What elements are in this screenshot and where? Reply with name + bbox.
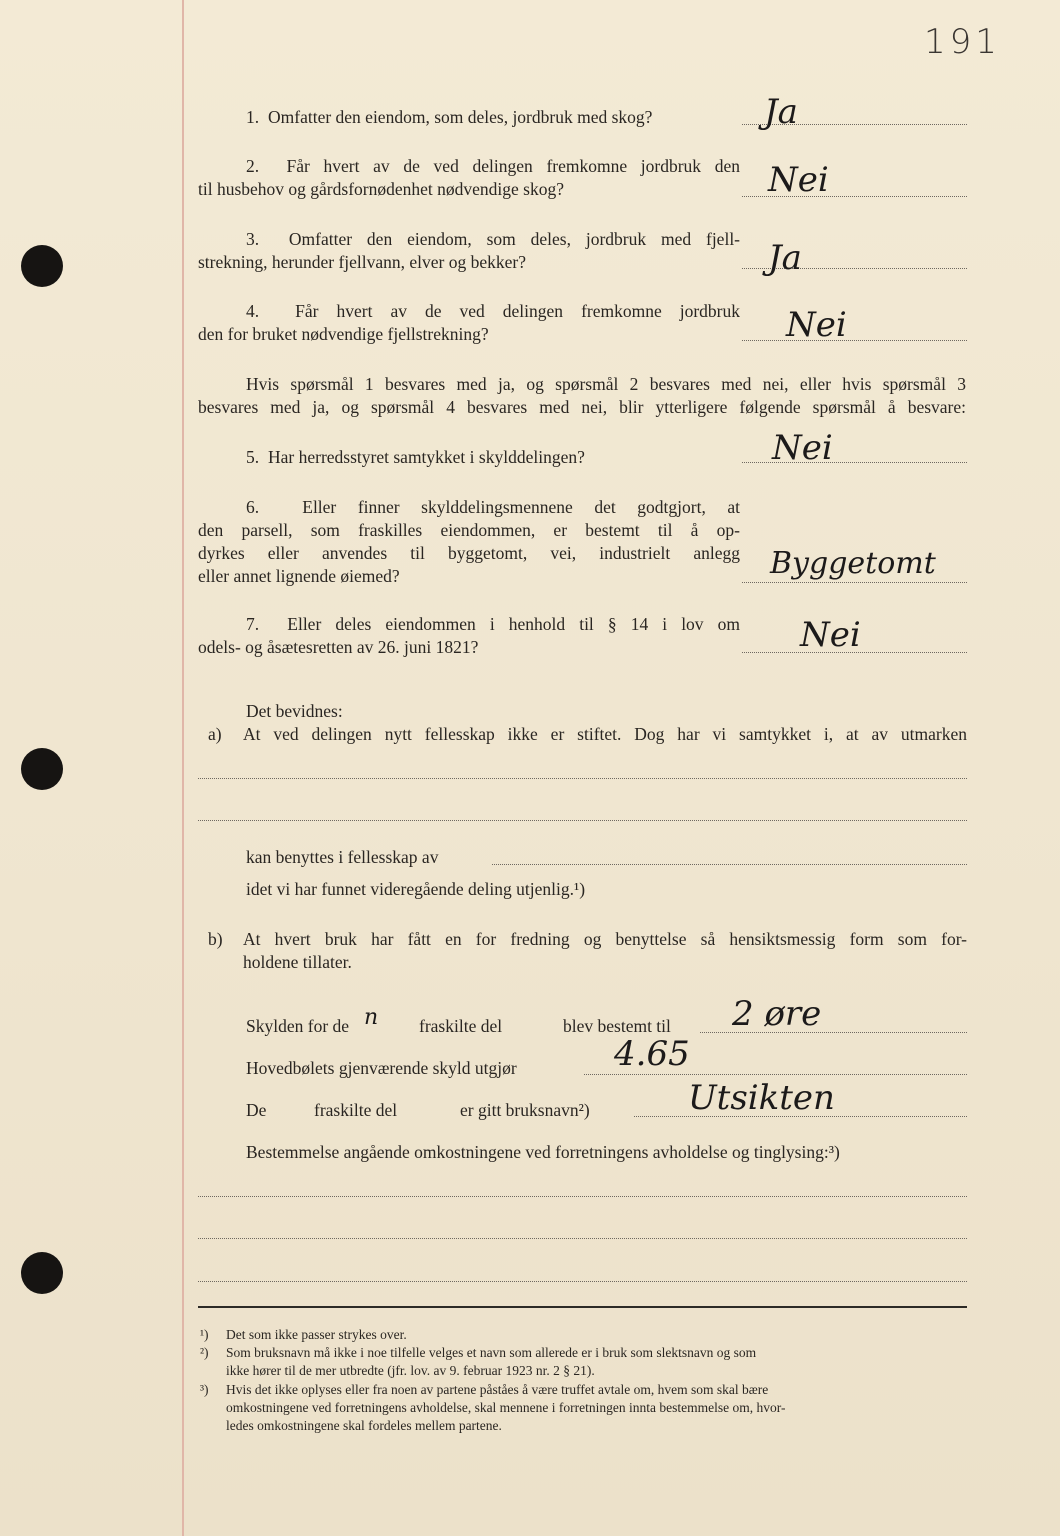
skyld-label: Hovedbølets gjenværende skyld utgjør bbox=[246, 1058, 517, 1078]
answer-handwritten: Nei bbox=[768, 160, 829, 200]
question-line: den for bruket nødvendige fjellstrekning? bbox=[198, 324, 489, 344]
punch-hole bbox=[21, 748, 63, 790]
footnote-mark: ³) bbox=[200, 1382, 209, 1397]
answer-handwritten: Nei bbox=[772, 428, 833, 468]
item-a-text bbox=[243, 723, 967, 746]
skyld-label: fraskilte del bbox=[419, 1016, 503, 1036]
question-line: Får hvert av de ved delingen fremkomne jordbruk bbox=[295, 301, 741, 321]
item-a-line3: idet vi har funnet videregående deling utjenlig.¹) bbox=[246, 879, 586, 899]
footnote-mark: ²) bbox=[200, 1345, 209, 1360]
answer-handwritten: Nei bbox=[786, 305, 847, 345]
skyld-label: er gitt bruksnavn²) bbox=[460, 1100, 590, 1120]
question-number: 5. bbox=[246, 447, 260, 467]
item-label-b: b) bbox=[208, 929, 223, 949]
question-text bbox=[246, 300, 740, 323]
fill-line bbox=[198, 1281, 967, 1282]
question-number: 3. bbox=[246, 229, 260, 249]
question-line: eller annet lignende øiemed? bbox=[198, 566, 400, 586]
question-text bbox=[246, 155, 740, 178]
skyld-label: De bbox=[246, 1100, 267, 1120]
item-b-text bbox=[243, 928, 967, 951]
skyld-value-handwritten: 2 øre bbox=[732, 994, 822, 1034]
item-a-line2: kan benyttes i fellesskap av bbox=[246, 847, 439, 867]
question-text bbox=[246, 228, 740, 251]
fill-line bbox=[198, 778, 967, 779]
answer-handwritten: Byggetomt bbox=[770, 546, 936, 581]
skyld-label: Skylden for de bbox=[246, 1016, 350, 1036]
question-number: 7. bbox=[246, 614, 260, 634]
question-number: 1. bbox=[246, 107, 260, 127]
question-line: Eller finner skylddelingsmennene det godtgjort, at bbox=[302, 497, 741, 517]
fill-line bbox=[198, 1196, 967, 1197]
footnote-line: Hvis det ikke oplyses eller fra noen av partene påståes å være truffet avtale om, hvem som skal bære bbox=[226, 1382, 769, 1397]
question-text bbox=[246, 613, 740, 636]
footnote-line: omkostningene ved forretningens avholdelse, skal mennene i forretningen innta bestemmelse om, hvor- bbox=[226, 1400, 786, 1415]
question-line: Eller deles eiendommen i henhold til § 14 i lov om bbox=[287, 614, 740, 634]
question-line: odels- og åsætesretten av 26. juni 1821? bbox=[198, 637, 479, 657]
item-label-a: a) bbox=[208, 724, 222, 744]
punch-hole bbox=[21, 245, 63, 287]
item-b-line: holdene tillater. bbox=[243, 952, 352, 972]
item-a-line: At ved delingen nytt fellesskap ikke er stiftet. Dog har vi samtykket i, at av utmarken bbox=[243, 724, 967, 744]
answer-line bbox=[742, 582, 967, 583]
punch-hole bbox=[21, 1252, 63, 1294]
question-number: 6. bbox=[246, 497, 260, 517]
fill-line bbox=[584, 1074, 967, 1075]
question-text: Omfatter den eiendom, som deles, jordbruk med skog? bbox=[268, 107, 653, 127]
condition-line: besvares med ja, og spørsmål 4 besvares med nei, blir ytterligere følgende spørsmål å besvare: bbox=[198, 397, 966, 417]
footnote-line: Som bruksnavn må ikke i noe tilfelle velges et navn som allerede er i bruk som slektsnavn og som bbox=[226, 1345, 757, 1360]
footnote-separator bbox=[198, 1306, 967, 1308]
question-number: 2. bbox=[246, 156, 260, 176]
footnote-line: ikke hører til de mer utbredte (jfr. lov. av 9. februar 1923 nr. 2 § 21). bbox=[226, 1363, 595, 1378]
margin-rule bbox=[182, 0, 184, 1536]
answer-line bbox=[742, 340, 967, 341]
bruksnavn-handwritten: Utsikten bbox=[688, 1078, 835, 1118]
fill-line bbox=[198, 1238, 967, 1239]
question-text bbox=[246, 496, 740, 519]
footnote-mark: ¹) bbox=[200, 1327, 209, 1342]
answer-handwritten: Nei bbox=[800, 615, 861, 655]
question-line: Omfatter den eiendom, som deles, jordbruk med fjell- bbox=[288, 229, 741, 249]
question-text bbox=[198, 542, 740, 565]
question-line: strekning, herunder fjellvann, elver og bekker? bbox=[198, 252, 526, 272]
answer-handwritten: Ja bbox=[764, 92, 798, 132]
question-line: Får hvert av de ved delingen fremkomne jordbruk den bbox=[286, 156, 741, 176]
bestemmelse-text: Bestemmelse angående omkostningene ved forretningens avholdelse og tinglysing:³) bbox=[246, 1142, 840, 1162]
skyld-label: fraskilte del bbox=[314, 1100, 398, 1120]
footnote-line: ledes omkostningene skal fordeles mellem partene. bbox=[226, 1418, 502, 1433]
fill-line bbox=[198, 820, 967, 821]
fill-line bbox=[492, 864, 967, 865]
condition-line: Hvis spørsmål 1 besvares med ja, og spørsmål 2 besvares med nei, eller hvis spørsmål 3 bbox=[246, 374, 966, 394]
question-line: den parsell, som fraskilles eiendommen, er bestemt til å op- bbox=[198, 520, 740, 540]
bevidnes-title: Det bevidnes: bbox=[246, 701, 343, 721]
item-b-line: At hvert bruk har fått en for fredning og benyttelse så hensiktsmessig form som for- bbox=[243, 929, 967, 949]
question-line: dyrkes eller anvendes til byggetomt, vei, industrielt anlegg bbox=[198, 543, 740, 563]
skyld-label: blev bestemt til bbox=[563, 1016, 671, 1036]
skyld-handwritten-suffix: n bbox=[364, 1005, 379, 1030]
footnote-line: Det som ikke passer strykes over. bbox=[226, 1327, 407, 1342]
question-line: til husbehov og gårdsfornødenhet nødvendige skog? bbox=[198, 179, 564, 199]
condition-text bbox=[198, 396, 966, 419]
question-text bbox=[198, 519, 740, 542]
page-number: 191 bbox=[924, 22, 1001, 62]
answer-handwritten: Ja bbox=[768, 238, 802, 278]
condition-text bbox=[246, 373, 966, 396]
skyld-value-handwritten: 4.65 bbox=[614, 1034, 690, 1074]
question-text: Har herredsstyret samtykket i skylddelingen? bbox=[268, 447, 585, 467]
question-number: 4. bbox=[246, 301, 260, 321]
